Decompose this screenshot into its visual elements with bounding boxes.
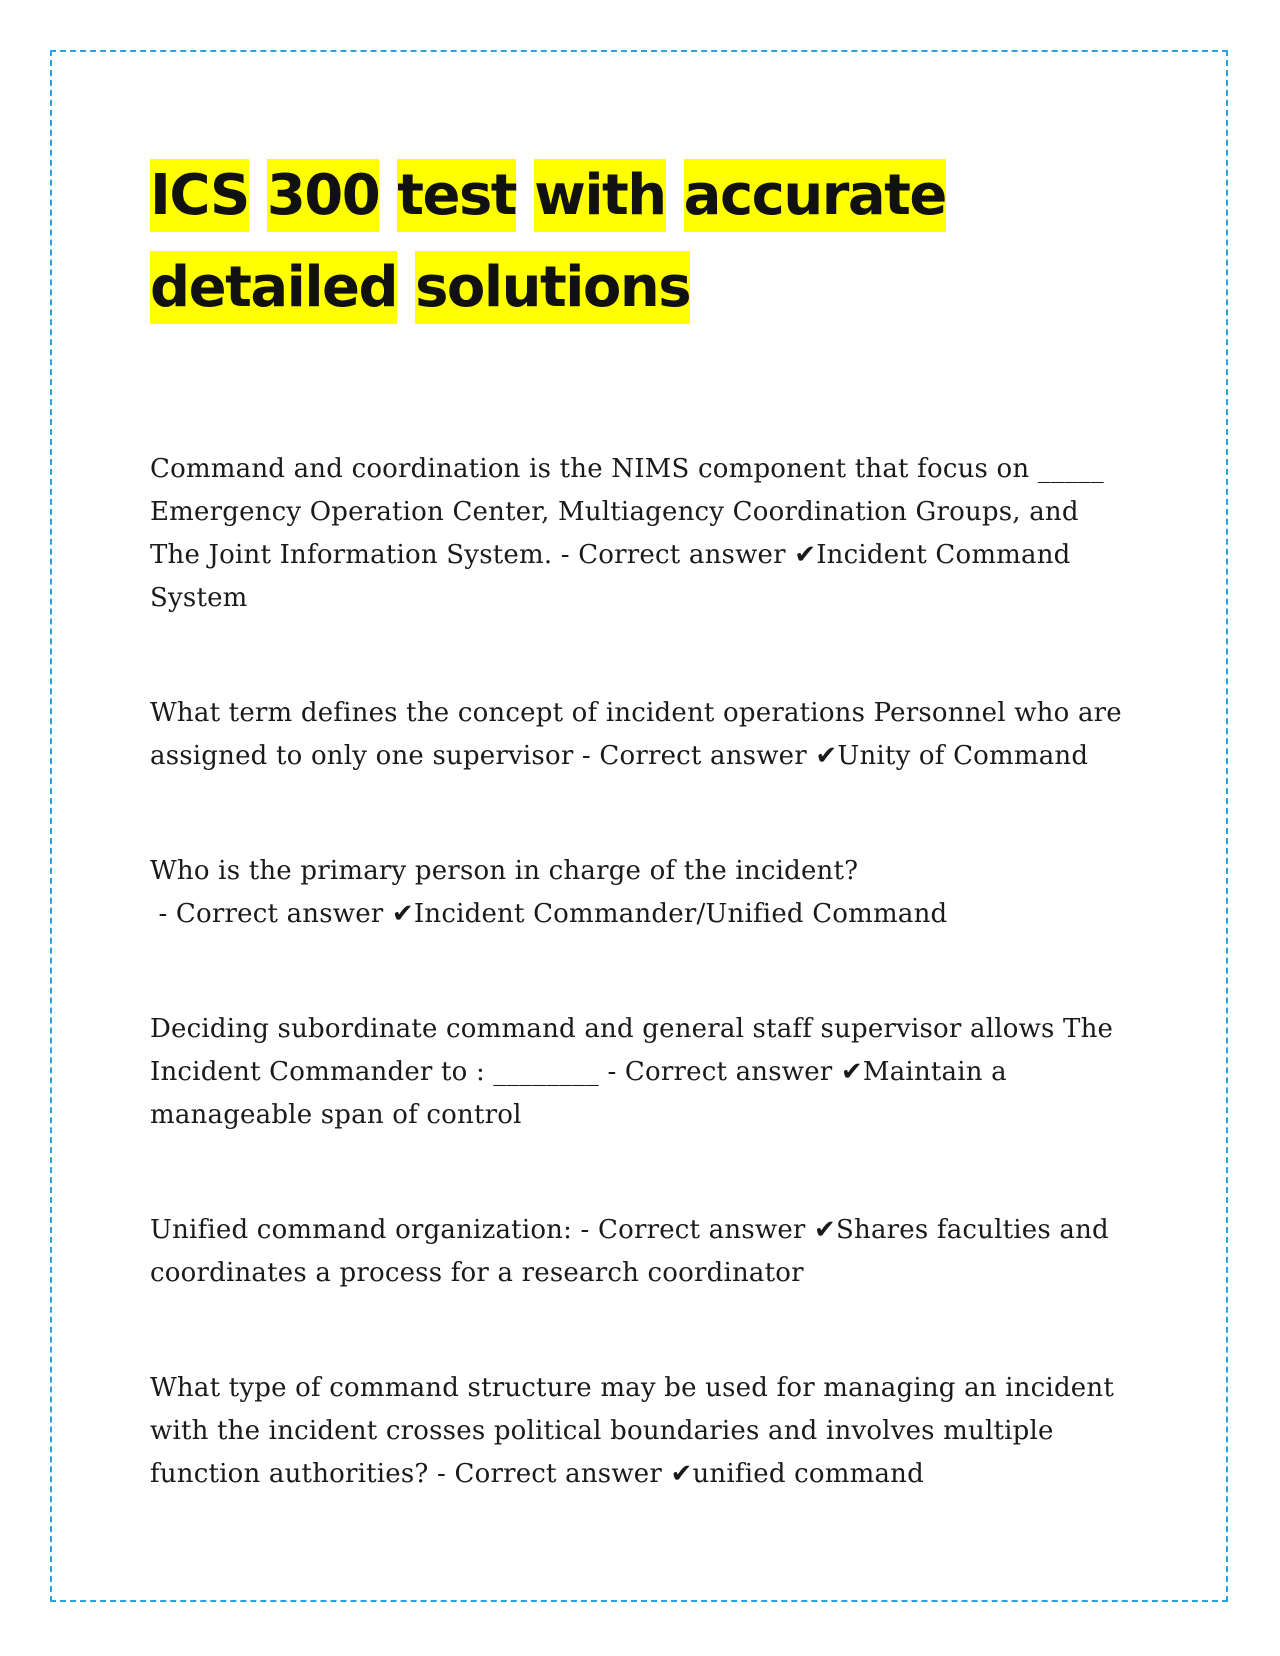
- document-title: [150, 150, 1130, 334]
- checkmark-icon: ✔: [670, 1459, 693, 1489]
- title-word: ICS: [150, 159, 249, 232]
- checkmark-icon: ✔: [391, 899, 414, 929]
- checkmark-icon: ✔: [814, 1215, 836, 1245]
- title-word: detailed: [150, 251, 397, 324]
- checkmark-icon: ✔: [815, 741, 838, 771]
- checkmark-icon: ✔: [840, 1057, 863, 1087]
- title-word: solutions: [415, 251, 690, 324]
- document-content: [150, 150, 1130, 1568]
- answer-separator: - Correct answer: [552, 540, 795, 570]
- qa-item: [150, 1367, 1130, 1496]
- answer-text: Unity of Command: [837, 741, 1089, 771]
- question-text: What type of command structure may be used for managing an incident with the incident crosses political boundaries and involves multiple function authorities?: [150, 1373, 1114, 1489]
- title-word: accurate: [684, 159, 946, 232]
- qa-item: [150, 692, 1130, 778]
- checkmark-icon: ✔: [794, 540, 817, 570]
- answer-separator: - Correct answer: [428, 1459, 671, 1489]
- answer-text: Incident Command System: [150, 540, 1071, 613]
- answer-text: Maintain a manageable span of control: [150, 1057, 1007, 1130]
- answer-separator: - Correct answer: [573, 741, 816, 771]
- answer-separator: - Correct answer: [572, 1215, 814, 1245]
- answer-separator: - Correct answer: [150, 899, 392, 929]
- qa-item: [150, 850, 1130, 936]
- answer-text: Shares faculties and coordinates a process for a research coordinator: [150, 1215, 1109, 1288]
- question-text: Deciding subordinate command and general staff supervisor allows The Incident Commander to : ________: [150, 1014, 1114, 1087]
- question-text: Command and coordination is the NIMS component that focus on _____ Emergency Operation Center, Multiagency Coordination Groups, and The Joint Information System.: [150, 454, 1104, 570]
- qa-item: [150, 1008, 1130, 1137]
- answer-text: Incident Commander/Unified Command: [413, 899, 948, 929]
- answer-separator: - Correct answer: [599, 1057, 841, 1087]
- question-text: Who is the primary person in charge of the incident?: [150, 856, 859, 886]
- question-text: What term defines the concept of incident operations Personnel who are assigned to only one supervisor: [150, 698, 1122, 771]
- qa-list: [150, 448, 1130, 1496]
- qa-item: [150, 1209, 1130, 1295]
- title-word: with: [534, 159, 666, 232]
- answer-text: unified command: [692, 1459, 924, 1489]
- qa-item: [150, 448, 1130, 620]
- title-word: 300: [267, 159, 379, 232]
- question-text: Unified command organization:: [150, 1215, 573, 1245]
- title-word: test: [397, 159, 516, 232]
